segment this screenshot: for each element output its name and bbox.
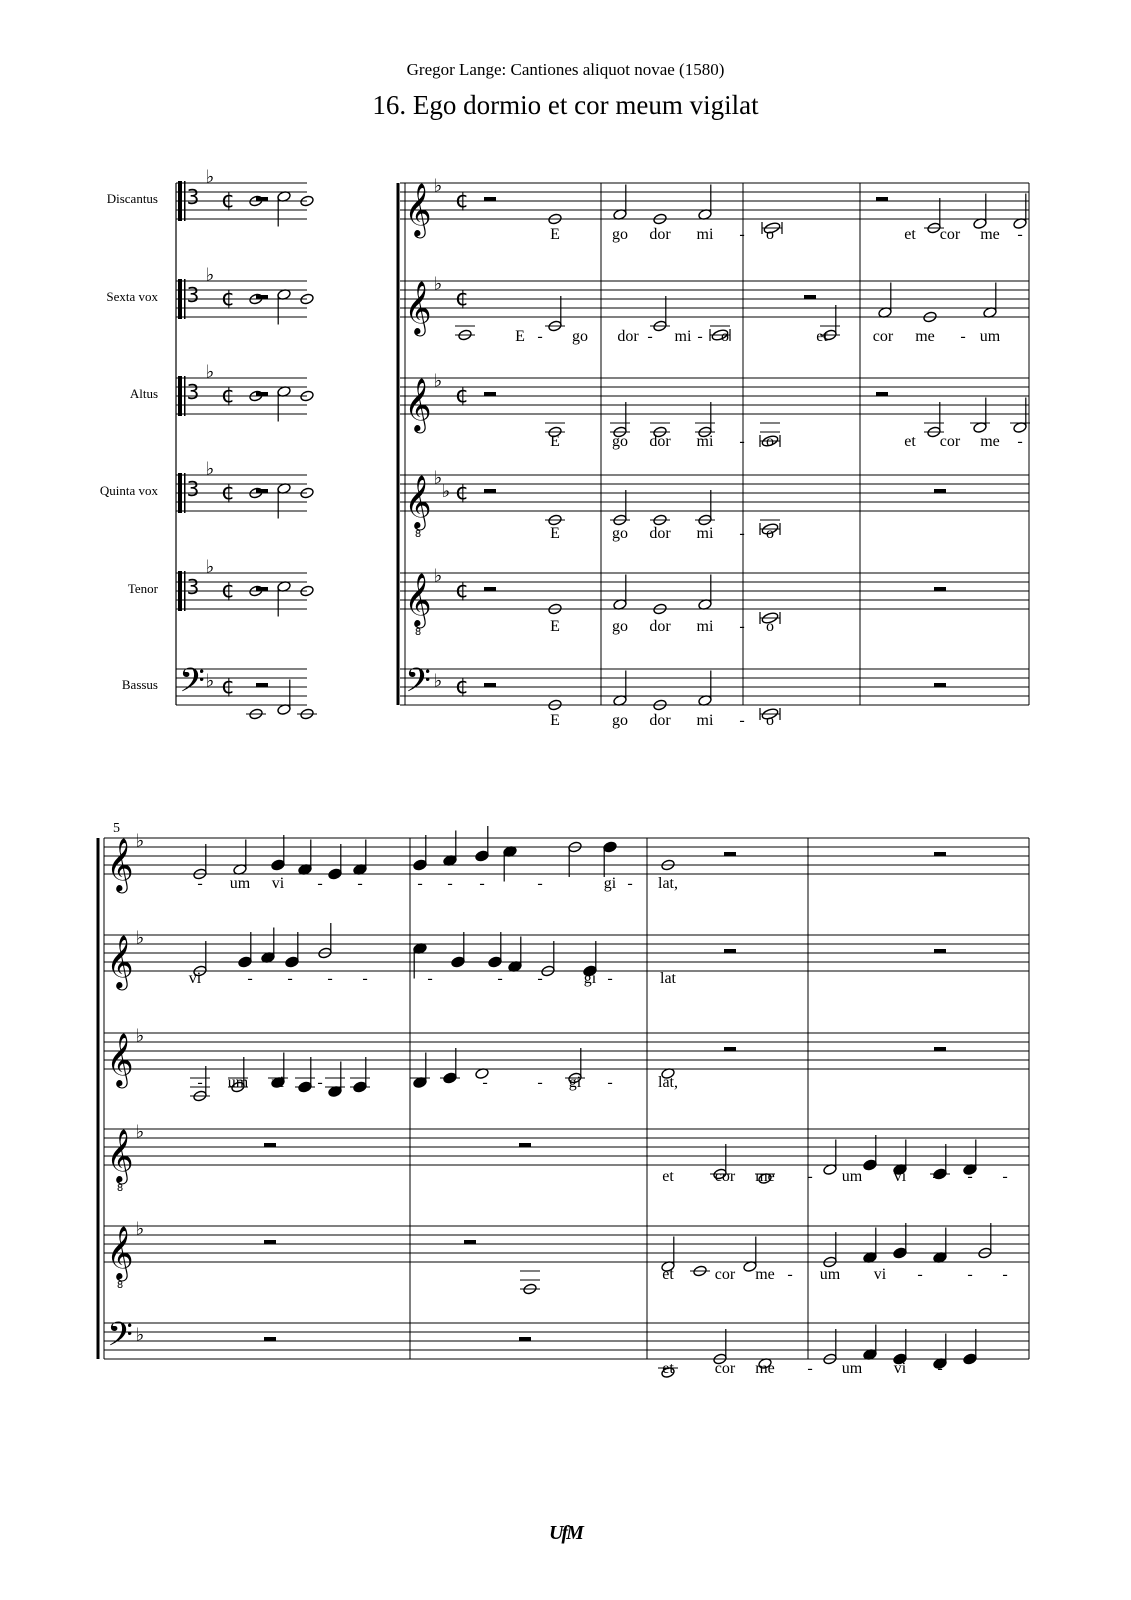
lyric-syllable: vi xyxy=(188,970,202,987)
treble-clef-icon: 𝄞 xyxy=(404,280,432,334)
lyric-syllable: - xyxy=(287,970,293,987)
lyric-syllable: - xyxy=(1002,1266,1008,1283)
note-head xyxy=(475,850,490,862)
note-head xyxy=(413,859,428,871)
half-rest xyxy=(256,683,268,687)
half-rest xyxy=(484,392,496,396)
lyric-syllable: lat, xyxy=(658,875,678,892)
half-rest xyxy=(519,1337,531,1341)
note-head xyxy=(285,956,300,968)
lyric-syllable: - xyxy=(197,1074,203,1091)
lyric-syllable: - xyxy=(497,970,503,987)
piece-title: 16. Ego dormio et cor meum vigilat xyxy=(372,90,759,120)
lyric-syllable: - xyxy=(479,875,485,892)
lyric-syllable: et xyxy=(662,1360,674,1377)
half-rest xyxy=(484,683,496,687)
note-head xyxy=(488,956,503,968)
voice-label-quinta-vox: Quinta vox xyxy=(99,483,158,498)
lyric-syllable: - xyxy=(607,970,613,987)
lyric-syllable: vi xyxy=(893,1360,907,1377)
lyric-syllable: - xyxy=(537,328,543,345)
c-clef-icon xyxy=(178,376,182,416)
lyric-syllable: - xyxy=(482,1074,488,1091)
lyric-syllable: vi xyxy=(271,1074,285,1091)
lyric-syllable: mi xyxy=(696,433,714,450)
flat-icon: ♭ xyxy=(205,361,215,383)
half-rest xyxy=(804,295,816,299)
lyric-syllable: - xyxy=(1017,433,1023,450)
lyric-syllable: et xyxy=(904,226,916,243)
lyric-syllable: mi xyxy=(696,525,714,542)
lyric-syllable: dor xyxy=(649,618,671,635)
lyric-syllable: cor xyxy=(714,1360,736,1377)
lyric-syllable: - xyxy=(537,970,543,987)
lyric-syllable: - xyxy=(627,875,633,892)
cut-time-icon: ¢ xyxy=(455,188,469,213)
lyric-syllable: - xyxy=(807,1360,813,1377)
note-head xyxy=(963,1353,978,1365)
half-rest xyxy=(264,1240,276,1244)
lyric-syllable: - xyxy=(317,875,323,892)
c-clef-icon xyxy=(178,473,182,513)
lyric-syllable: mi xyxy=(674,328,692,345)
publisher-logo: UfM xyxy=(549,1522,582,1544)
lyric-syllable: o xyxy=(766,433,774,450)
lyric-syllable: mi xyxy=(696,712,714,729)
lyric-syllable: o xyxy=(766,226,774,243)
lyric-syllable: gi xyxy=(603,875,617,892)
half-rest xyxy=(876,392,888,396)
note-head xyxy=(863,1159,878,1171)
half-rest xyxy=(519,1143,531,1147)
lyric-syllable: - xyxy=(647,328,653,345)
lyric-syllable: - xyxy=(787,1266,793,1283)
note-head xyxy=(893,1247,908,1259)
lyric-syllable: - xyxy=(362,970,368,987)
lyric-syllable: - xyxy=(417,875,423,892)
lyric-syllable: - xyxy=(1002,1168,1008,1185)
flat-icon: ♭ xyxy=(205,670,215,692)
cut-time-icon: ¢ xyxy=(455,480,469,505)
bass-clef-icon: 𝄢 xyxy=(405,662,431,708)
lyric-syllable: vi xyxy=(873,1266,887,1283)
lyric-syllable: - xyxy=(967,1266,973,1283)
lyric-syllable: me xyxy=(755,1266,775,1283)
lyric-syllable: go xyxy=(612,433,628,450)
lyric-syllable: o xyxy=(766,525,774,542)
flat-icon: ♭ xyxy=(433,370,443,392)
half-rest xyxy=(264,1337,276,1341)
treble-clef-icon: 𝄞 xyxy=(404,474,432,528)
lyric-syllable: gi xyxy=(583,970,597,987)
lyric-syllable: E xyxy=(515,328,525,345)
cut-time-icon: ¢ xyxy=(221,383,235,408)
lyric-syllable: - xyxy=(427,970,433,987)
flat-icon: ♭ xyxy=(205,556,215,578)
flat-icon: ♭ xyxy=(205,166,215,188)
lyric-syllable: um xyxy=(819,1266,841,1283)
lyric-syllable: lat, xyxy=(658,1074,678,1091)
half-rest xyxy=(724,852,736,856)
lyric-syllable: dor xyxy=(649,712,671,729)
lyric-syllable: E xyxy=(550,618,560,635)
note-head xyxy=(238,956,253,968)
lyric-syllable: cor xyxy=(939,433,961,450)
c-clef-icon: 3 xyxy=(186,477,200,501)
note-head xyxy=(603,841,618,853)
lyric-syllable: et xyxy=(662,1168,674,1185)
half-rest xyxy=(934,683,946,687)
cut-time-icon: ¢ xyxy=(455,578,469,603)
c-clef-icon xyxy=(184,376,186,416)
lyric-syllable: mi xyxy=(696,618,714,635)
treble-clef-icon: 𝄞 xyxy=(404,572,432,626)
lyric-syllable: - xyxy=(967,1168,973,1185)
flat-icon: ♭ xyxy=(135,927,145,949)
lyric-syllable: et xyxy=(816,328,828,345)
lyric-syllable: um xyxy=(227,1074,249,1091)
c-clef-icon xyxy=(178,571,182,611)
lyric-syllable: - xyxy=(739,226,745,243)
c-clef-icon: 3 xyxy=(186,283,200,307)
lyric-syllable: - xyxy=(739,618,745,635)
flat-icon: ♭ xyxy=(205,264,215,286)
half-rest xyxy=(934,949,946,953)
collection-subtitle: Gregor Lange: Cantiones aliquot novae (1580) xyxy=(406,60,725,79)
lyric-syllable: o xyxy=(766,618,774,635)
lyric-syllable: me xyxy=(915,328,935,345)
lyric-syllable: o xyxy=(766,712,774,729)
voice-label-bassus: Bassus xyxy=(121,677,158,692)
flat-icon: ♭ xyxy=(441,481,451,502)
voice-label-altus: Altus xyxy=(129,386,158,401)
lyric-syllable: et xyxy=(662,1266,674,1283)
lyric-syllable: - xyxy=(739,712,745,729)
note-head xyxy=(328,868,343,880)
lyric-syllable: go xyxy=(612,525,628,542)
lyric-syllable: dor xyxy=(649,226,671,243)
lyric-syllable: vi xyxy=(271,875,285,892)
lyric-syllable: - xyxy=(607,1074,613,1091)
half-rest xyxy=(724,949,736,953)
flat-icon: ♭ xyxy=(135,830,145,852)
lyric-syllable: - xyxy=(317,1074,323,1091)
lyric-syllable: o xyxy=(721,328,729,345)
lyric-syllable: cor xyxy=(939,226,961,243)
flat-icon: ♭ xyxy=(433,467,443,489)
bass-clef-icon: 𝄢 xyxy=(107,1316,133,1362)
lyric-syllable: go xyxy=(612,712,628,729)
lyric-syllable: - xyxy=(932,1168,938,1185)
flat-icon: ♭ xyxy=(135,1025,145,1047)
half-rest xyxy=(264,1143,276,1147)
lyric-syllable: vi xyxy=(893,1168,907,1185)
lyric-syllable: me xyxy=(980,433,1000,450)
lyric-syllable: go xyxy=(612,618,628,635)
lyric-syllable: go xyxy=(572,328,588,345)
lyric-syllable: cor xyxy=(714,1168,736,1185)
flat-icon: ♭ xyxy=(205,458,215,480)
half-rest xyxy=(484,489,496,493)
lyric-syllable: et xyxy=(904,433,916,450)
cut-time-icon: ¢ xyxy=(221,578,235,603)
lyric-syllable: mi xyxy=(696,226,714,243)
half-rest xyxy=(934,1047,946,1051)
half-rest xyxy=(934,489,946,493)
note-head xyxy=(451,956,466,968)
lyric-syllable: - xyxy=(937,1360,943,1377)
lyric-syllable: - xyxy=(739,525,745,542)
lyric-syllable: dor xyxy=(649,525,671,542)
flat-icon: ♭ xyxy=(433,175,443,197)
half-rest xyxy=(934,852,946,856)
cut-time-icon: ¢ xyxy=(221,286,235,311)
octave-marker: 8 xyxy=(116,1280,124,1291)
lyric-syllable: me xyxy=(755,1168,775,1185)
lyric-syllable: - xyxy=(1017,226,1023,243)
lyric-syllable: - xyxy=(537,1074,543,1091)
c-clef-icon: 3 xyxy=(186,380,200,404)
lyric-syllable: E xyxy=(550,226,560,243)
cut-time-icon: ¢ xyxy=(221,480,235,505)
cut-time-icon: ¢ xyxy=(455,674,469,699)
treble-clef-icon: 𝄞 xyxy=(106,1032,134,1086)
lyric-syllable: E xyxy=(550,433,560,450)
lyric-syllable: gi xyxy=(568,1074,582,1091)
octave-marker: 8 xyxy=(414,627,422,638)
treble-clef-icon: 𝄞 xyxy=(404,182,432,236)
cut-time-icon: ¢ xyxy=(221,674,235,699)
treble-clef-icon: 𝄞 xyxy=(106,934,134,988)
lyric-syllable: um xyxy=(979,328,1001,345)
lyric-syllable: - xyxy=(327,970,333,987)
half-rest xyxy=(934,587,946,591)
c-clef-icon xyxy=(184,473,186,513)
flat-icon: ♭ xyxy=(135,1324,145,1346)
c-clef-icon xyxy=(178,279,182,319)
lyric-syllable: - xyxy=(807,1168,813,1185)
voice-label-sexta-vox: Sexta vox xyxy=(106,289,158,304)
cut-time-icon: ¢ xyxy=(455,383,469,408)
flat-icon: ♭ xyxy=(433,670,443,692)
cut-time-icon: ¢ xyxy=(455,286,469,311)
flat-icon: ♭ xyxy=(433,273,443,295)
treble-clef-icon: 𝄞 xyxy=(106,1225,134,1279)
lyric-syllable: go xyxy=(612,226,628,243)
lyric-syllable: - xyxy=(697,328,703,345)
lyric-syllable: - xyxy=(197,875,203,892)
lyric-syllable: - xyxy=(917,1266,923,1283)
cut-time-icon: ¢ xyxy=(221,188,235,213)
lyric-syllable: um xyxy=(841,1360,863,1377)
bass-clef-icon: 𝄢 xyxy=(179,662,205,708)
lyric-syllable: um xyxy=(229,875,251,892)
half-rest xyxy=(724,1047,736,1051)
lyric-syllable: lat xyxy=(660,970,676,987)
note-head xyxy=(271,859,286,871)
lyric-syllable: - xyxy=(447,875,453,892)
lyric-syllable: - xyxy=(357,875,363,892)
flat-icon: ♭ xyxy=(433,565,443,587)
lyric-syllable: - xyxy=(960,328,966,345)
c-clef-icon xyxy=(178,181,182,221)
flat-icon: ♭ xyxy=(135,1218,145,1240)
lyric-syllable: E xyxy=(550,525,560,542)
lyric-syllable: - xyxy=(247,970,253,987)
treble-clef-icon: 𝄞 xyxy=(106,1128,134,1182)
lyric-syllable: dor xyxy=(617,328,639,345)
lyric-syllable: um xyxy=(841,1168,863,1185)
lyric-syllable: E xyxy=(550,712,560,729)
half-rest xyxy=(484,587,496,591)
octave-marker: 8 xyxy=(414,529,422,540)
c-clef-icon: 3 xyxy=(186,185,200,209)
c-clef-icon: 3 xyxy=(186,575,200,599)
half-rest xyxy=(484,197,496,201)
lyric-syllable: - xyxy=(357,1074,363,1091)
lyric-syllable: - xyxy=(537,875,543,892)
lyric-syllable: me xyxy=(980,226,1000,243)
voice-label-discantus: Discantus xyxy=(106,191,158,206)
voice-label-tenor: Tenor xyxy=(127,581,158,596)
lyric-syllable: - xyxy=(739,433,745,450)
treble-clef-icon: 𝄞 xyxy=(404,377,432,431)
c-clef-icon xyxy=(184,181,186,221)
lyric-syllable: dor xyxy=(649,433,671,450)
lyric-syllable: cor xyxy=(872,328,894,345)
c-clef-icon xyxy=(184,279,186,319)
flat-icon: ♭ xyxy=(135,1121,145,1143)
treble-clef-icon: 𝄞 xyxy=(106,837,134,891)
c-clef-icon xyxy=(184,571,186,611)
lyric-syllable: - xyxy=(417,1074,423,1091)
lyric-syllable: cor xyxy=(714,1266,736,1283)
half-rest xyxy=(464,1240,476,1244)
octave-marker: 8 xyxy=(116,1183,124,1194)
half-rest xyxy=(876,197,888,201)
measure-number: 5 xyxy=(113,821,120,836)
lyric-syllable: me xyxy=(755,1360,775,1377)
